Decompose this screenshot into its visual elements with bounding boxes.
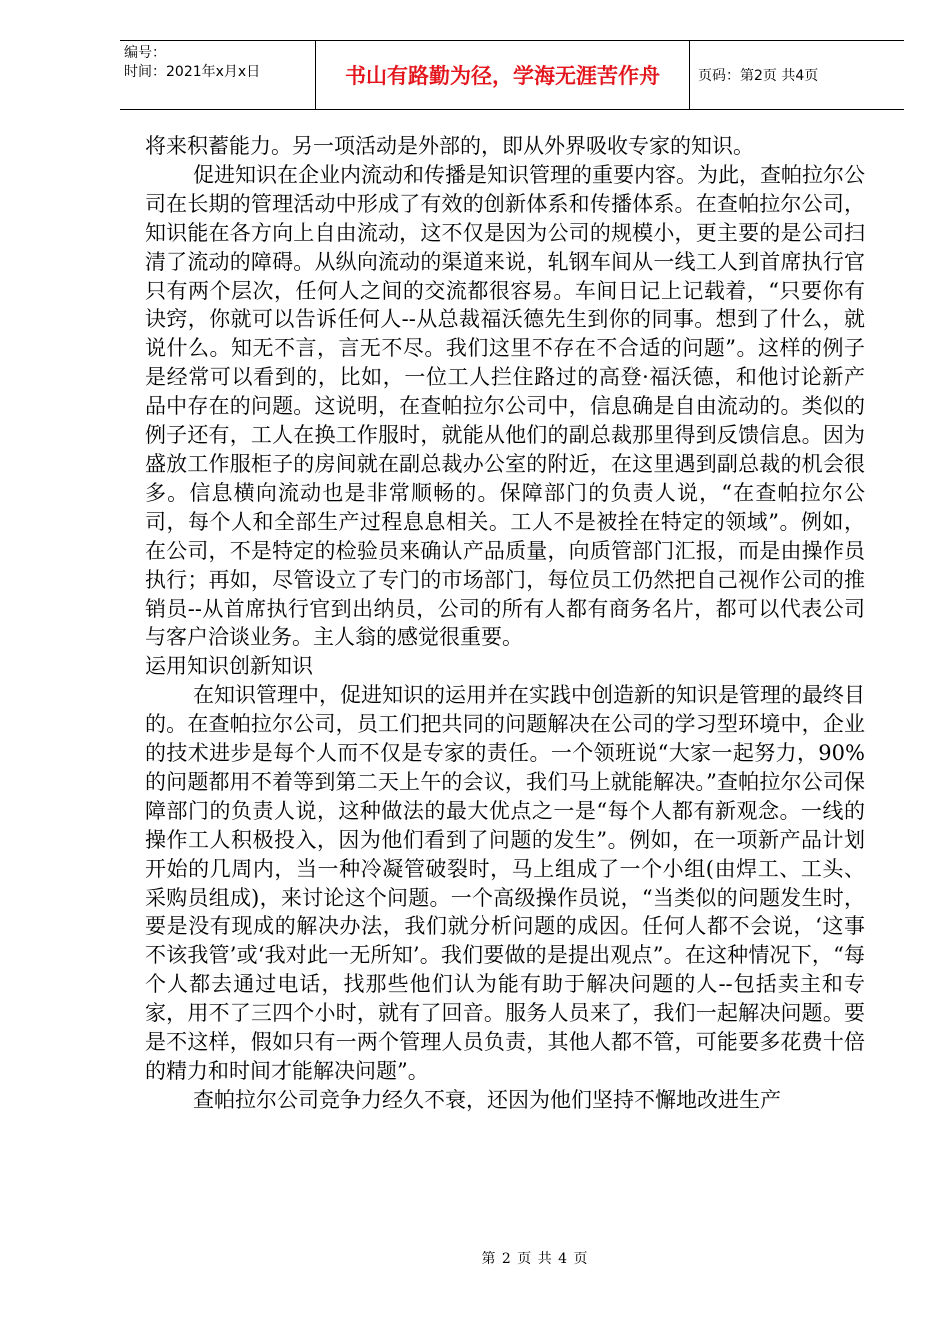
footer-page-number: 第 2 页 共 4 页	[481, 1251, 589, 1267]
header-motto: 书山有路勤为径，学海无涯苦作舟	[345, 64, 660, 88]
header-page-info-cell	[690, 41, 904, 109]
paragraph-knowledge-creation: 在知识管理中，促进知识的运用并在实践中创造新的知识是管理的最终目的。在查帕拉尔公司，员工们把共同的问题解决在公司的学习型环境中，企业的技术进步是每个人而不仅是专家的责任。一个领班说“大家一起努力，90%的问题都用不着等到第二天上午的会议，我们马上就能解决。”查帕拉尔公司保障部门的负责人说，这种做法的最大优点之一是“每个人都有新观念。一线的操作工人积极投入，因为他们看到了问题的发生”。例如，在一项新产品计划开始的几周内，当一种冷凝管破裂时，马上组成了一个小组(由焊工、工头、采购员组成)，来讨论这个问题。一个高级操作员说，“当类似的问题发生时，要是没有现成的解决办法，我们就分析问题的成因。任何人都不会说，‘这事不该我管’或‘我对此一无所知’。我们要做的是提出观点”。在这种情况下，“每个人都去通过电话，找那些他们认为能有助于解决问题的人--包括卖主和专家，用不了三四个小时，就有了回音。服务人员来了，我们一起解决问题。要是不这样，假如只有一两个管理人员负责，其他人都不管，可能要多花费十倍的精力和时间才能解决问题”。	[145, 683, 865, 1083]
page-header	[120, 40, 904, 110]
header-page-info: 页码：第2页 共4页	[698, 68, 819, 84]
header-motto-cell	[316, 41, 690, 109]
section-heading: 运用知识创新知识	[145, 654, 313, 679]
header-meta	[120, 41, 316, 109]
page-footer	[0, 1248, 950, 1268]
paragraph-continuation: 将来积蓄能力。另一项活动是外部的，即从外界吸收专家的知识。	[145, 134, 754, 158]
document-body	[145, 132, 865, 1115]
paragraph-knowledge-flow: 促进知识在企业内流动和传播是知识管理的重要内容。为此，查帕拉尔公司在长期的管理活动中形成了有效的创新体系和传播体系。在查帕拉尔公司，知识能在各方向上自由流动，这不仅是因为公司的规模小，更主要的是公司扫清了流动的障碍。从纵向流动的渠道来说，轧钢车间从一线工人到首席执行官只有两个层次，任何人之间的交流都很容易。车间日记上记载着，“只要你有诀窍，你就可以告诉任何人--从总裁福沃德先生到你的同事。想到了什么，就说什么。知无不言，言无不尽。我们这里不存在不合适的问题”。这样的例子是经常可以看到的，比如，一位工人拦住路过的高登·福沃德，和他讨论新产品中存在的问题。这说明，在查帕拉尔公司中，信息确是自由流动的。类似的例子还有，工人在换工作服时，就能从他们的副总裁那里得到反馈信息。因为盛放工作服柜子的房间就在副总裁办公室的附近，在这里遇到副总裁的机会很多。信息横向流动也是非常顺畅的。保障部门的负责人说，“在查帕拉尔公司，每个人和全部生产过程息息相关。工人不是被拴在特定的领域”。例如，在公司，不是特定的检验员来确认产品质量，向质管部门汇报，而是由操作员执行；再如，尽管设立了专门的市场部门，每位员工仍然把自己视作公司的推销员--从首席执行官到出纳员，公司的所有人都有商务名片，都可以代表公司与客户洽谈业务。主人翁的感觉很重要。	[145, 162, 865, 650]
serial-number-label: 编号：	[124, 45, 166, 61]
date-label: 时间：2021年x月x日	[124, 64, 261, 80]
paragraph-competitiveness: 查帕拉尔公司竞争力经久不衰，还因为他们坚持不懈地改进生产	[193, 1087, 781, 1112]
